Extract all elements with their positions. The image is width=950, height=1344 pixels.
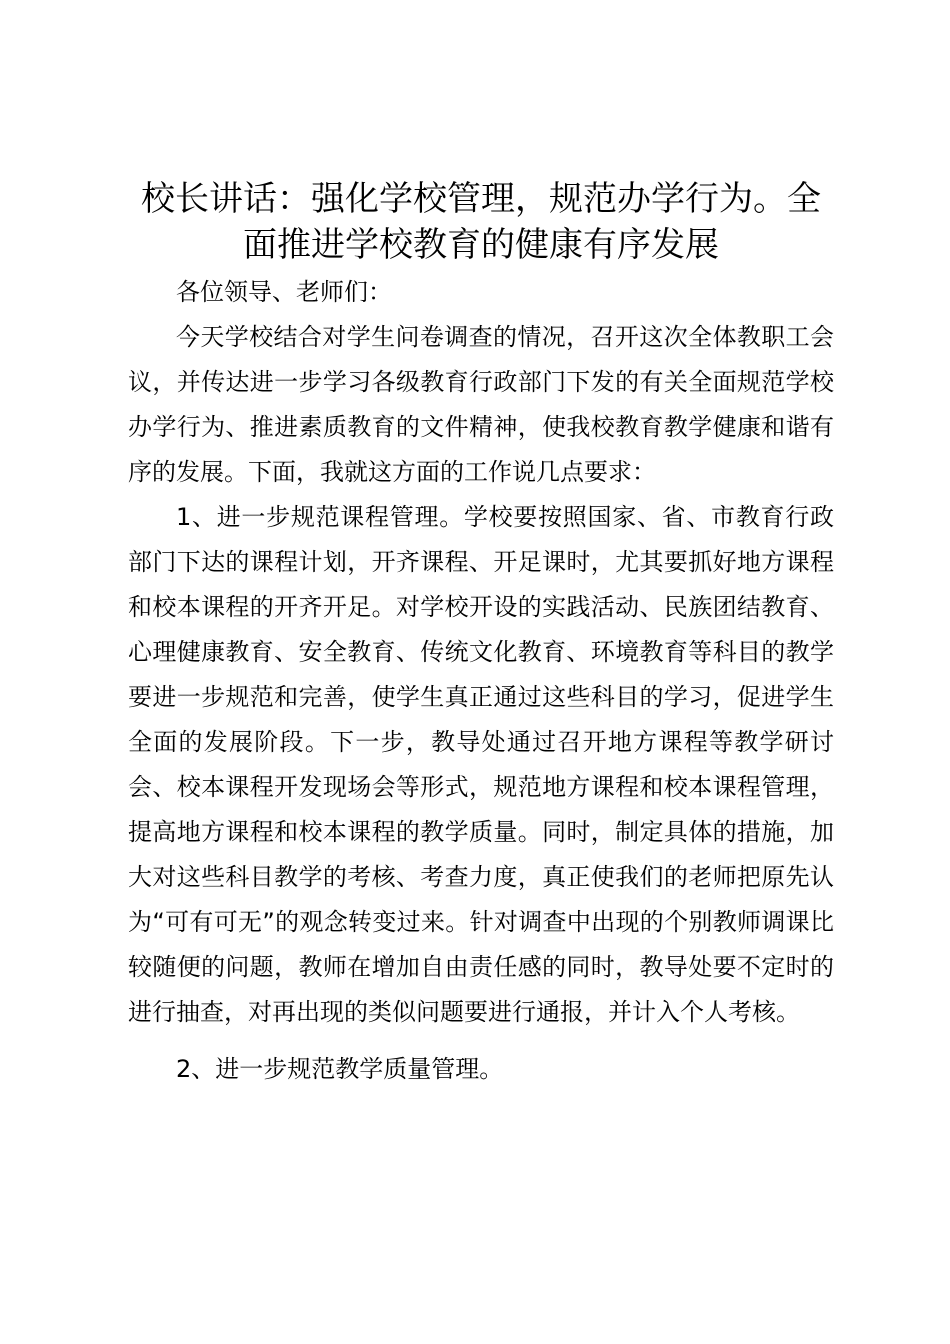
paragraph-point-1: 1、进一步规范课程管理。学校要按照国家、省、市教育行政部门下达的课程计划，开齐课程、开足课时，尤其要抓好地方课程和校本课程的开齐开足。对学校开设的实践活动、民族团结教育、心理健康教育、安全教育、传统文化教育、环境教育等科目的教学要进一步规范和完善，使学生真正通过这些科目的学习，促进学生全面的发展阶段。下一步，教导处通过召开地方课程等教学研讨会、校本课程开发现场会等形式，规范地方课程和校本课程管理，提高地方课程和校本课程的教学质量。同时，制定具体的措施，加大对这些科目教学的考核、考查力度，真正使我们的老师把原先认为“可有可无”的观念转变过来。针对调查中出现的个别教师调课比较随便的问题，教师在增加自由责任感的同时，教导处要不定时的进行抽查，对再出现的类似问题要进行通报，并计入个人考核。 [128,503,834,1026]
salutation: 各位领导、老师们： [176,278,392,306]
document-page [128,176,834,1092]
paragraph-point-2: 2、进一步规范教学质量管理。 [176,1055,504,1083]
document-title: 校长讲话：强化学校管理，规范办学行为。全面推进学校教育的健康有序发展 [141,179,821,265]
paragraph-intro: 今天学校结合对学生问卷调查的情况，召开这次全体教职工会议，并传达进一步学习各级教育行政部门下发的有关全面规范学校办学行为、推进素质教育的文件精神，使我校教育教学健康和谐有序的发展。下面，我就这方面的工作说几点要求： [128,323,834,486]
